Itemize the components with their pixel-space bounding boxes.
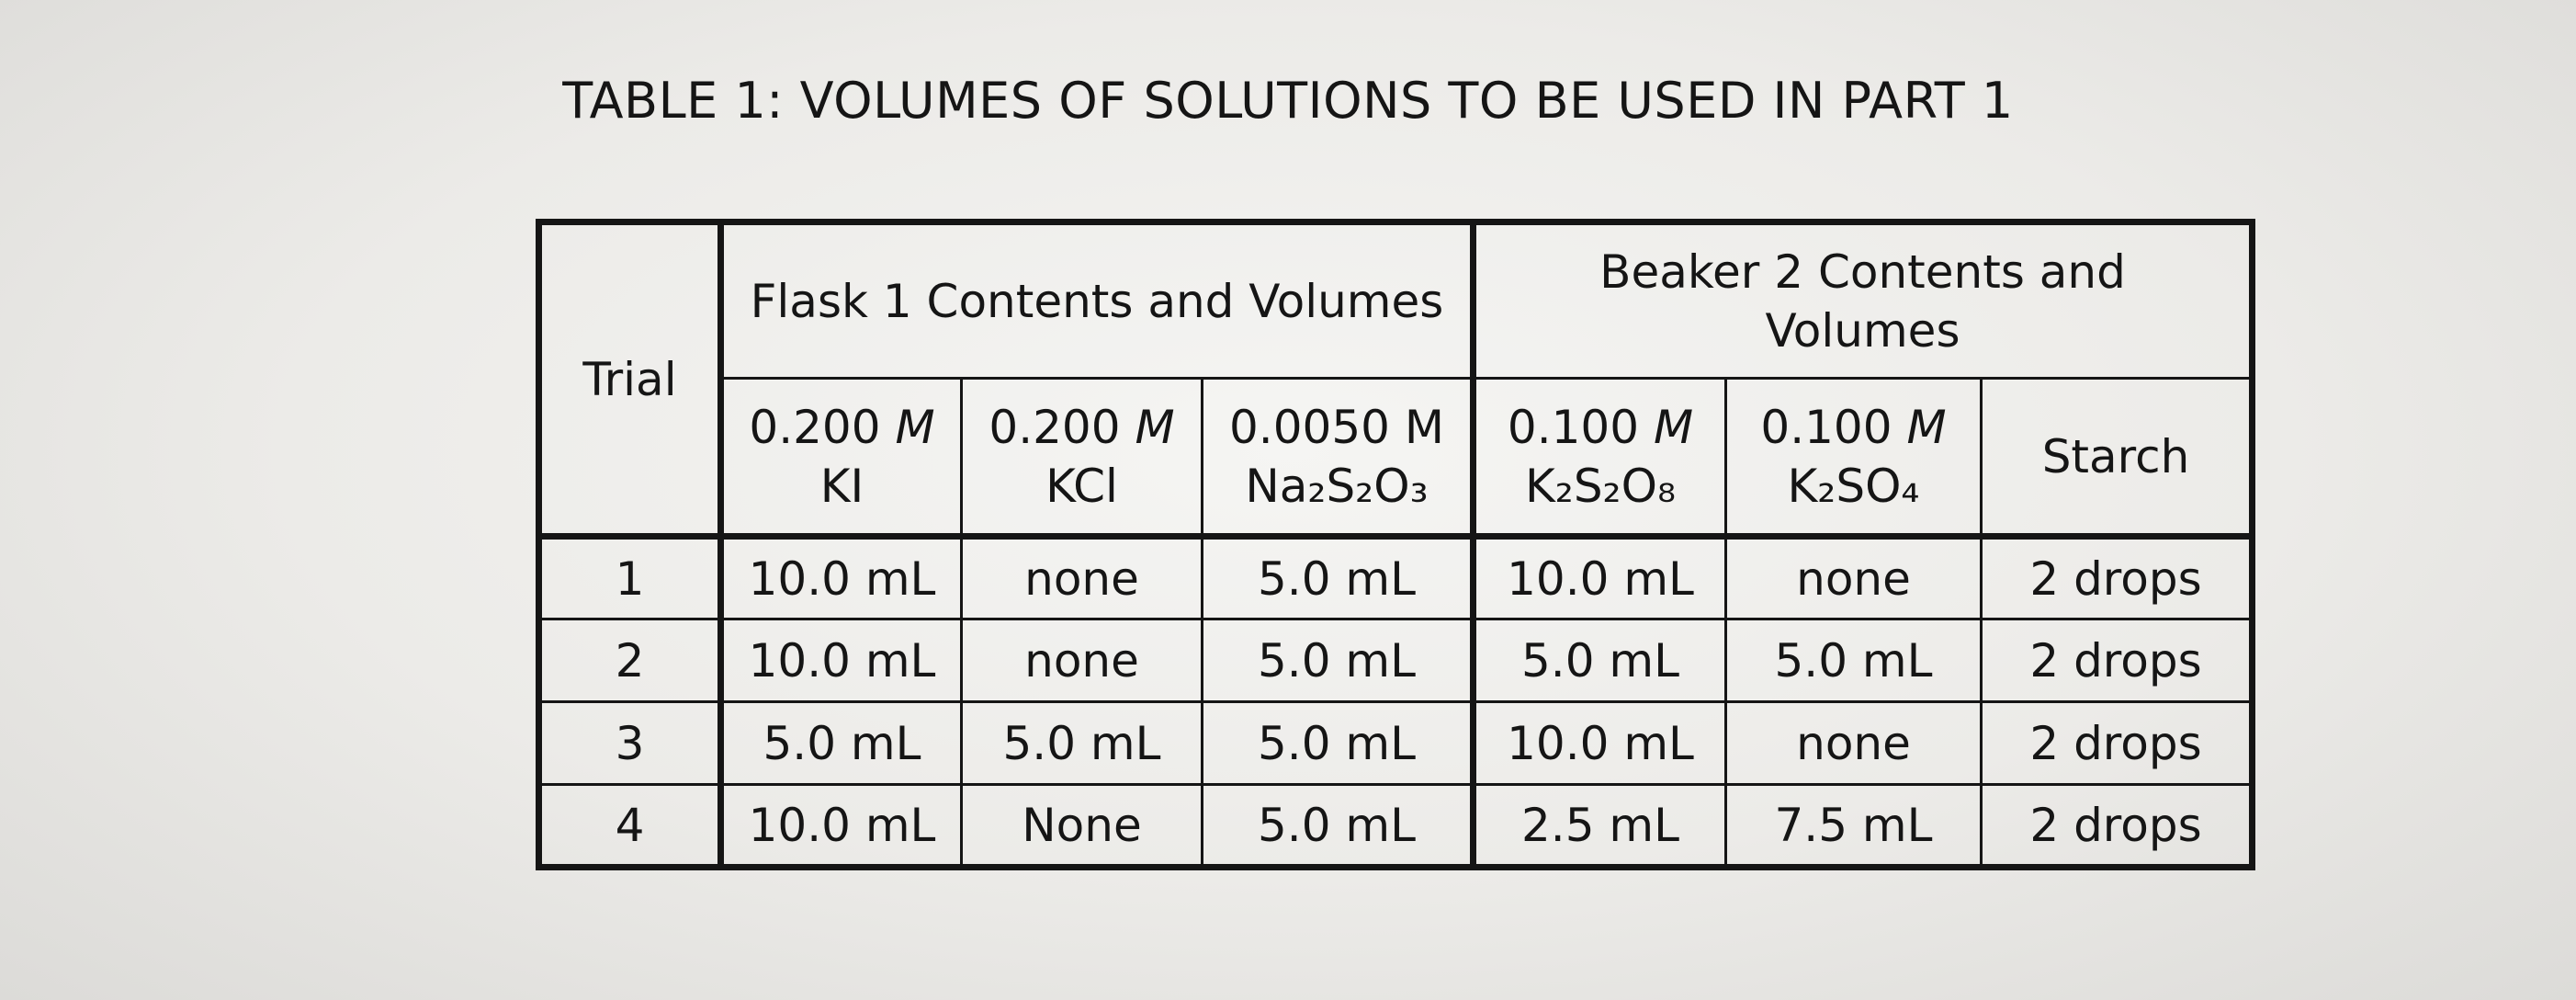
molar-unit: M [1135,400,1175,454]
table-title: TABLE 1: VOLUMES OF SOLUTIONS TO BE USED IN PART 1 [562,72,2014,130]
volumes-table [536,219,2255,870]
trial-header: Trial [539,222,721,537]
table-cell: 10.0 mL [721,619,962,702]
table-cell: 5.0 mL [1726,619,1982,702]
trial-number: 1 [539,537,721,619]
table-cell: 10.0 mL [721,785,962,868]
species: KI [819,459,864,513]
table-cell: 2 drops [1982,785,2253,868]
table-cell: 2 drops [1982,702,2253,785]
table-cell: 5.0 mL [1474,619,1726,702]
molar-unit: M [895,400,935,454]
column-header-k2s2o8 [1474,379,1726,537]
table-cell: 5.0 mL [721,702,962,785]
table-row [539,785,2253,868]
table-cell: 5.0 mL [1203,619,1474,702]
concentration: 0.200 [989,400,1121,454]
concentration: 0.100 [1760,400,1892,454]
table-row [539,702,2253,785]
table-cell: None [962,785,1203,868]
table-cell: 5.0 mL [1203,702,1474,785]
column-header-ki [721,379,962,537]
column-header-kcl [962,379,1203,537]
table-cell: 5.0 mL [1203,785,1474,868]
molar-unit: M [1404,400,1444,454]
trial-number: 2 [539,619,721,702]
table-cell: none [962,537,1203,619]
table-cell: none [1726,537,1982,619]
beaker-header-line2: Volumes [1765,303,1960,358]
flask-group-header: Flask 1 Contents and Volumes [721,222,1474,379]
table-cell: 5.0 mL [962,702,1203,785]
concentration: 0.200 [749,400,881,454]
table-cell: none [962,619,1203,702]
column-header-k2so4 [1726,379,1982,537]
species: K₂S₂O₈ [1524,459,1676,513]
molar-unit: M [1653,400,1694,454]
table-cell: 10.0 mL [721,537,962,619]
species: Na₂S₂O₃ [1245,459,1429,513]
column-header-na2s2o3 [1203,379,1474,537]
column-header-starch: Starch [1982,379,2253,537]
table-cell: 10.0 mL [1474,702,1726,785]
trial-number: 4 [539,785,721,868]
species: KCl [1045,459,1118,513]
beaker-group-header [1474,222,2253,379]
beaker-header-line1: Beaker 2 Contents and [1599,244,2126,299]
table-cell: 5.0 mL [1203,537,1474,619]
table-cell: 7.5 mL [1726,785,1982,868]
table-cell: 10.0 mL [1474,537,1726,619]
table-cell: 2.5 mL [1474,785,1726,868]
trial-number: 3 [539,702,721,785]
table-row [539,619,2253,702]
species: K₂SO₄ [1787,459,1920,513]
concentration: 0.0050 [1229,400,1390,454]
molar-unit: M [1906,400,1947,454]
table-cell: none [1726,702,1982,785]
table-row [539,537,2253,619]
concentration: 0.100 [1507,400,1640,454]
table-cell: 2 drops [1982,619,2253,702]
table-cell: 2 drops [1982,537,2253,619]
